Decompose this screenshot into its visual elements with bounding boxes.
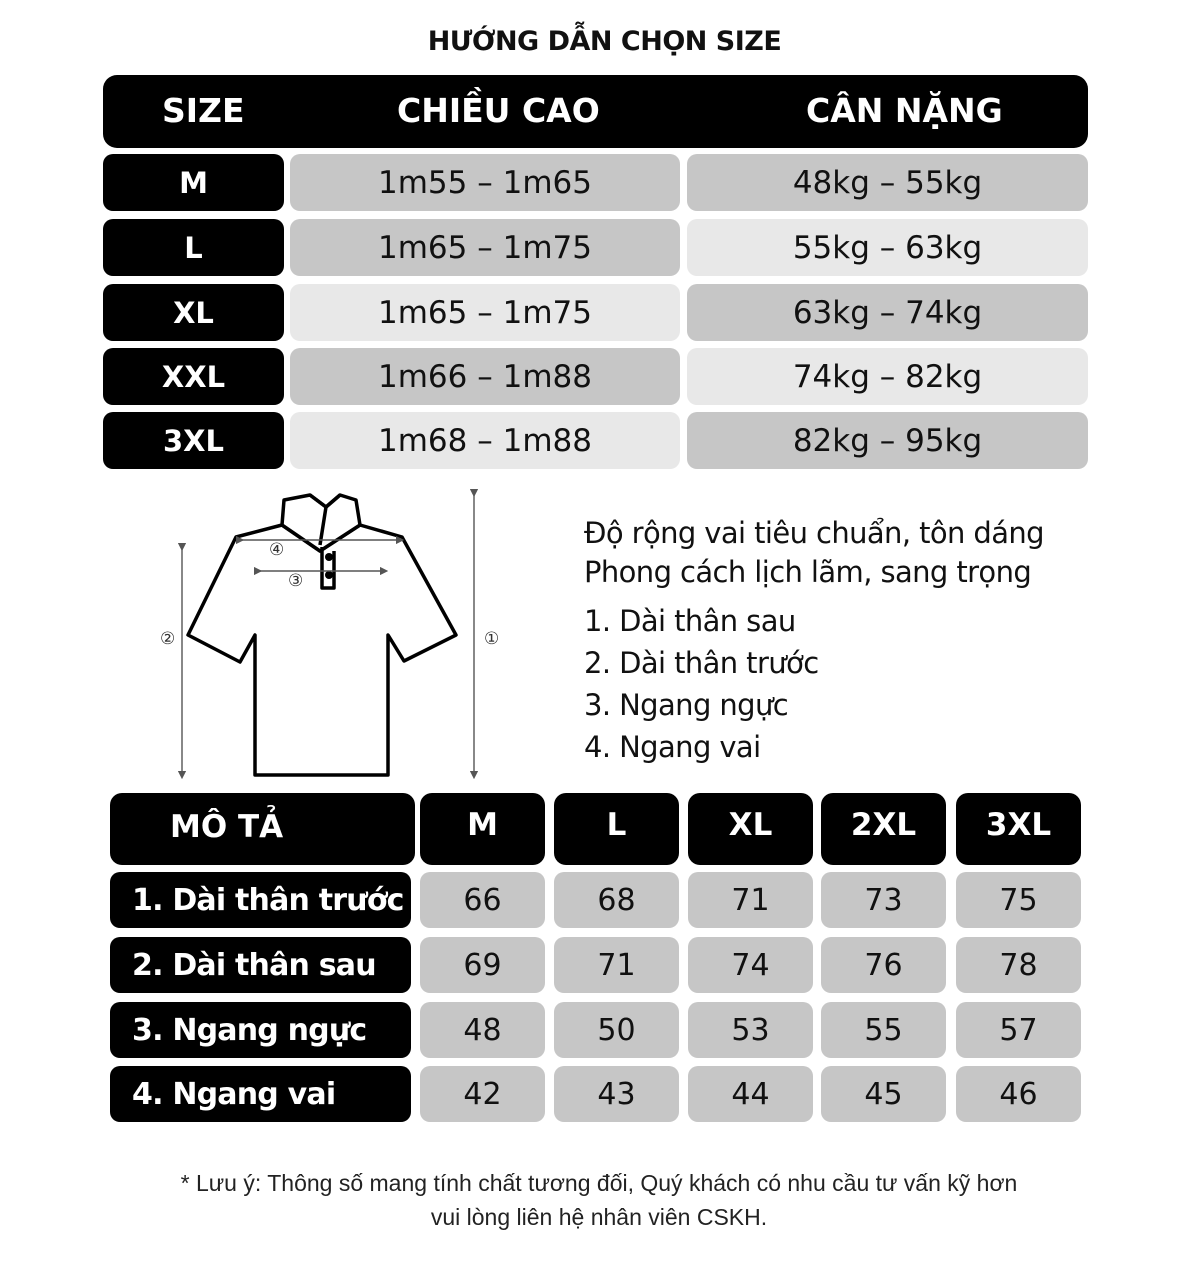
feature-block <box>584 514 1164 768</box>
height-cell: 1m68 – 1m88 <box>290 412 680 469</box>
size-cell: M <box>103 154 284 211</box>
size-row <box>103 154 1088 211</box>
measurement-list <box>584 600 1164 768</box>
measurement-header-size: XL <box>688 793 813 865</box>
button-icon <box>325 571 333 579</box>
size-cell: 3XL <box>103 412 284 469</box>
size-table-header <box>103 75 1088 148</box>
note-line: * Lưu ý: Thông số mang tính chất tương đối, Quý khách có nhu cầu tư vấn kỹ hơn <box>180 1170 1018 1196</box>
measurement-header-size: 3XL <box>956 793 1081 865</box>
weight-cell: 82kg – 95kg <box>687 412 1088 469</box>
size-row <box>103 412 1088 469</box>
size-row <box>103 348 1088 405</box>
measurement-cell: 74 <box>688 937 813 993</box>
measurement-row-label: 2. Dài thân sau <box>110 937 411 993</box>
weight-cell: 48kg – 55kg <box>687 154 1088 211</box>
list-item: 4. Ngang vai <box>584 730 761 764</box>
note-line: vui lòng liên hệ nhân viên CSKH. <box>430 1204 768 1230</box>
measurement-cell: 45 <box>821 1066 946 1122</box>
marker-back-length: ① <box>484 629 500 649</box>
measurement-cell: 69 <box>420 937 545 993</box>
measurement-cell: 78 <box>956 937 1081 993</box>
height-cell: 1m65 – 1m75 <box>290 284 680 341</box>
measurement-cell: 68 <box>554 872 679 928</box>
measurement-cell: 44 <box>688 1066 813 1122</box>
measurement-cell: 55 <box>821 1002 946 1058</box>
list-item: 1. Dài thân sau <box>584 604 796 638</box>
measurement-cell: 57 <box>956 1002 1081 1058</box>
measurement-row-label: 3. Ngang ngực <box>110 1002 411 1058</box>
measurement-cell: 73 <box>821 872 946 928</box>
marker-front-length: ② <box>160 629 176 649</box>
weight-cell: 63kg – 74kg <box>687 284 1088 341</box>
marker-chest: ③ <box>288 571 304 591</box>
measurement-row-label: 4. Ngang vai <box>110 1066 411 1122</box>
size-cell: L <box>103 219 284 276</box>
header-weight: CÂN NẶNG <box>806 91 1003 130</box>
size-cell: XL <box>103 284 284 341</box>
measurement-cell: 71 <box>554 937 679 993</box>
size-cell: XXL <box>103 348 284 405</box>
measurement-cell: 43 <box>554 1066 679 1122</box>
header-size: SIZE <box>162 91 245 130</box>
measurement-cell: 66 <box>420 872 545 928</box>
header-height: CHIỀU CAO <box>397 91 600 130</box>
page-title: HƯỚNG DẪN CHỌN SIZE <box>427 26 782 57</box>
measurement-header-label <box>110 793 415 865</box>
size-row <box>103 219 1088 276</box>
feature-text: Phong cách lịch lãm, sang trọng <box>584 555 1032 589</box>
weight-cell: 55kg – 63kg <box>687 219 1088 276</box>
height-cell: 1m65 – 1m75 <box>290 219 680 276</box>
measurement-cell: 50 <box>554 1002 679 1058</box>
weight-cell: 74kg – 82kg <box>687 348 1088 405</box>
button-icon <box>325 553 333 561</box>
shirt-diagram <box>140 485 520 785</box>
measurement-header-size: 2XL <box>821 793 946 865</box>
measurement-cell: 76 <box>821 937 946 993</box>
measurement-cell: 53 <box>688 1002 813 1058</box>
measurement-cell: 46 <box>956 1066 1081 1122</box>
measurement-cell: 75 <box>956 872 1081 928</box>
feature-text: Độ rộng vai tiêu chuẩn, tôn dáng <box>584 516 1044 550</box>
list-item: 3. Ngang ngực <box>584 688 789 722</box>
measurement-cell: 42 <box>420 1066 545 1122</box>
measurement-header-size: M <box>420 793 545 865</box>
size-row <box>103 284 1088 341</box>
disclaimer-note <box>0 1166 1198 1234</box>
measurement-header-text: MÔ TẢ <box>170 809 284 845</box>
list-item: 2. Dài thân trước <box>584 646 819 680</box>
shirt-outline <box>188 495 456 775</box>
measurement-cell: 48 <box>420 1002 545 1058</box>
height-cell: 1m66 – 1m88 <box>290 348 680 405</box>
measurement-header-size: L <box>554 793 679 865</box>
height-cell: 1m55 – 1m65 <box>290 154 680 211</box>
marker-shoulder: ④ <box>269 540 285 560</box>
measurement-cell: 71 <box>688 872 813 928</box>
measurement-row-label: 1. Dài thân trước <box>110 872 411 928</box>
